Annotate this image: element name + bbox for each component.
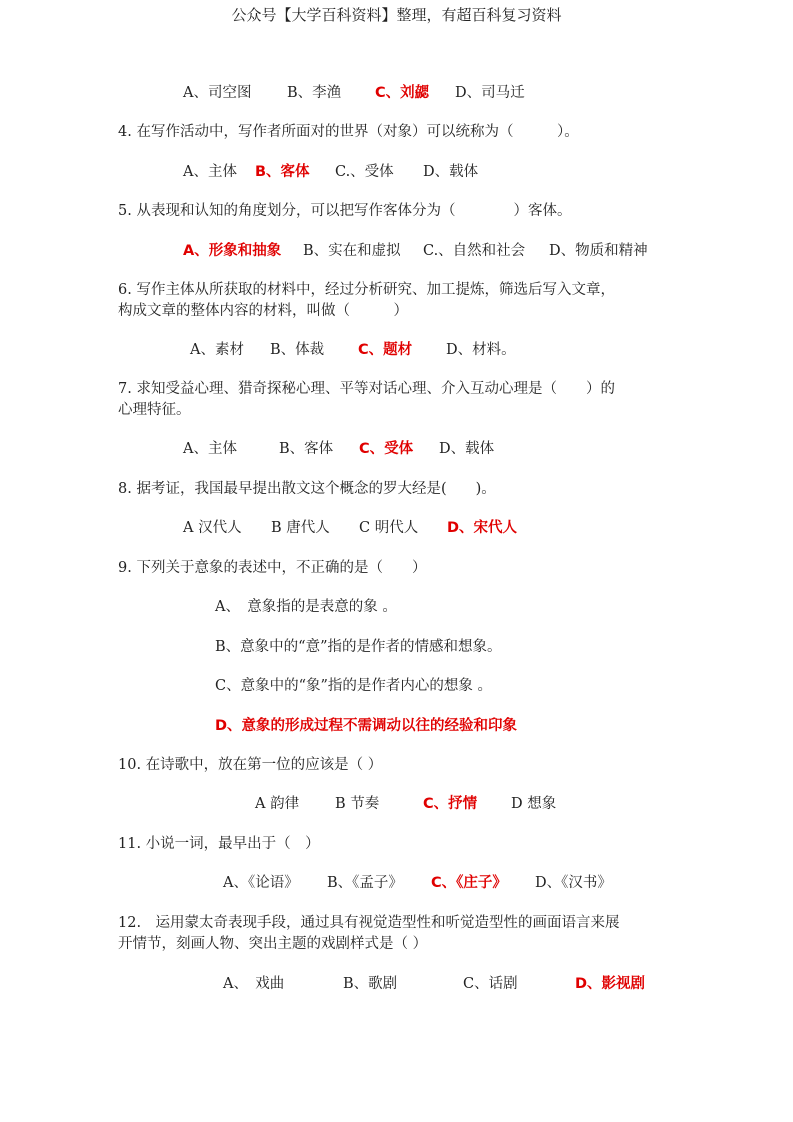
q11-option-d: D、《汉书》 [535,875,612,891]
q5-option-a-answer: A、形象和抽象 [183,243,282,259]
q9-question: 9. 下列关于意象的表述中，不正确的是（ ） [118,560,427,576]
q3-option-b: B、李渔 [287,85,342,101]
q7-option-b: B、客体 [279,441,334,457]
q6-option-d: D、材料。 [446,342,516,358]
q5-option-c: C.、自然和社会 [423,243,526,259]
q11-option-a: A、《论语》 [223,875,299,891]
q7-option-d: D、载体 [439,441,495,457]
q10-option-b: B 节奏 [335,796,380,812]
q12-option-b: B、歌剧 [343,976,398,992]
q6-option-c-answer: C、题材 [358,342,413,358]
q11-option-c-answer: C、《庄子》 [431,875,507,891]
q11-option-b: B、《孟子》 [327,875,403,891]
q4-question: 4. 在写作活动中，写作者所面对的世界（对象）可以统称为（ ）。 [118,124,579,140]
q10-option-d: D 想象 [511,796,557,812]
q12-option-a: A、 戏曲 [223,976,285,992]
q5-option-d: D、物质和精神 [549,243,648,259]
q9-option-a: A、 意象指的是表意的象 。 [215,599,397,615]
q12-question-line2: 开情节，刻画人物、突出主题的戏剧样式是（ ） [118,936,428,952]
q8-option-b: B 唐代人 [271,520,330,536]
q8-question: 8. 据考证，我国最早提出散文这个概念的罗大经是( )。 [118,481,496,497]
q7-question-line1: 7. 求知受益心理、猎奇探秘心理、平等对话心理、介入互动心理是（ ）的 [118,381,615,397]
q4-option-b-answer: B、客体 [255,164,310,180]
q7-option-c-answer: C、受体 [359,441,414,457]
q7-option-a: A、主体 [183,441,237,457]
page-header: 公众号【大学百科资料】整理，有超百科复习资料 [231,6,562,24]
q8-option-a: A 汉代人 [183,520,242,536]
q6-question-line2: 构成文章的整体内容的材料，叫做（ ） [118,303,408,319]
q6-question-line1: 6. 写作主体从所获取的材料中，经过分析研究、加工提炼，筛选后写入文章， [118,282,615,298]
q9-option-d-answer: D、意象的形成过程不需调动以往的经验和印象 [215,718,518,734]
q12-option-d-answer: D、影视剧 [575,976,646,992]
q5-option-b: B、实在和虚拟 [303,243,401,259]
q5-question: 5. 从表现和认知的角度划分，可以把写作客体分为（ ）客体。 [118,203,572,219]
q9-option-b: B、意象中的“意”指的是作者的情感和想象。 [215,639,502,655]
q12-question-line1: 12. 运用蒙太奇表现手段，通过具有视觉造型性和听觉造型性的画面语言来展 [118,915,620,931]
q11-question: 11. 小说一词，最早出于（ ） [118,836,320,852]
q4-option-c: C.、受体 [335,164,394,180]
q3-option-d: D、司马迁 [455,85,525,101]
q3-option-c-answer: C、刘勰 [375,85,430,101]
q6-option-a: A、素材 [190,342,244,358]
q7-question-line2: 心理特征。 [118,402,191,418]
q6-option-b: B、体裁 [270,342,325,358]
q12-option-c: C、话剧 [463,976,518,992]
q3-option-a: A、司空图 [183,85,252,101]
q4-option-a: A、主体 [183,164,237,180]
q8-option-d-answer: D、宋代人 [447,520,518,536]
q9-option-c: C、意象中的“象”指的是作者内心的想象 。 [215,678,493,694]
q10-option-a: A 韵律 [255,796,300,812]
q10-question: 10. 在诗歌中，放在第一位的应该是（ ） [118,757,383,773]
q10-option-c-answer: C、抒情 [423,796,478,812]
q8-option-c: C 明代人 [359,520,419,536]
q4-option-d: D、载体 [423,164,479,180]
